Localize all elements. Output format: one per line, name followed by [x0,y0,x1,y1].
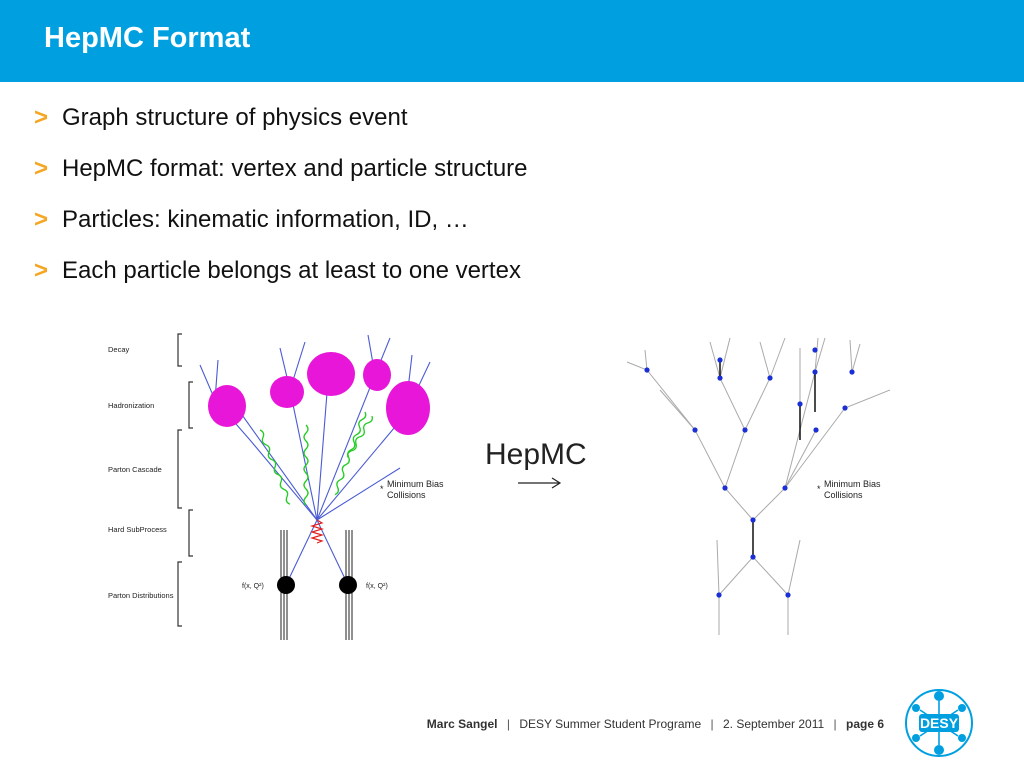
hepmc-transform-label: HepMC [485,438,587,471]
slide-header [0,0,1024,82]
pdf-label-right: f(x, Q²) [366,583,388,590]
bullet-text: Graph structure of physics event [62,104,408,131]
bullet-item [34,257,528,308]
bullet-arrow-icon: > [34,206,49,233]
footer-separator: | [710,717,714,731]
pdf-circle-right [339,576,357,594]
bullet-item [34,206,528,257]
vertex-points [644,347,854,597]
gluon-lines [258,411,374,505]
bullet-arrow-icon: > [34,104,49,131]
pdf-circle-left [277,576,295,594]
stage-label-parton-distributions: Parton Distributions [108,591,174,600]
physics-picture [200,335,444,640]
footer-separator: | [506,717,510,731]
footer-separator: | [833,717,837,731]
footer-event: DESY Summer Student Programe [519,717,702,731]
slide-title: HepMC Format [44,22,251,54]
footer-author: Marc Sangel [426,717,498,731]
stage-label-decay: Decay [108,345,130,354]
bullet-text: Each particle belongs at least to one vertex [62,257,521,284]
desy-logo [902,688,976,758]
min-bias-label-right-1: Minimum Bias [824,479,881,489]
pdf-label-left: f(x, Q²) [242,583,264,590]
min-bias-star-right: * [817,484,821,494]
min-bias-label-left-1: Minimum Bias [387,479,444,489]
min-bias-label-right-2: Collisions [824,490,863,500]
transform-arrow-icon [518,478,560,488]
stage-label-hadronization: Hadronization [108,401,155,410]
hard-process-line [312,520,322,543]
slide-footer [427,717,884,731]
bullet-arrow-icon: > [34,257,49,284]
bullet-arrow-icon: > [34,155,49,182]
hepmc-transform [485,438,587,488]
bullet-list [34,104,528,308]
bullet-item [34,155,528,206]
stage-labels [108,345,174,600]
hepmc-graph [627,338,890,635]
bullet-text: Particles: kinematic information, ID, … [62,206,469,233]
min-bias-label-left-2: Collisions [387,490,426,500]
footer-page: page 6 [845,717,884,731]
stage-brackets [178,334,193,626]
event-graph-figure [100,320,920,650]
bullet-item [34,104,528,155]
hadronization-blobs [208,352,430,435]
bullet-text: HepMC format: vertex and particle structure [62,155,528,182]
desy-logo-text: DESY [919,715,959,731]
stage-label-hard-subprocess: Hard SubProcess [108,525,167,534]
footer-date: 2. September 2011 [722,717,825,731]
min-bias-star-left: * [380,484,384,494]
stage-label-parton-cascade: Parton Cascade [108,465,162,474]
